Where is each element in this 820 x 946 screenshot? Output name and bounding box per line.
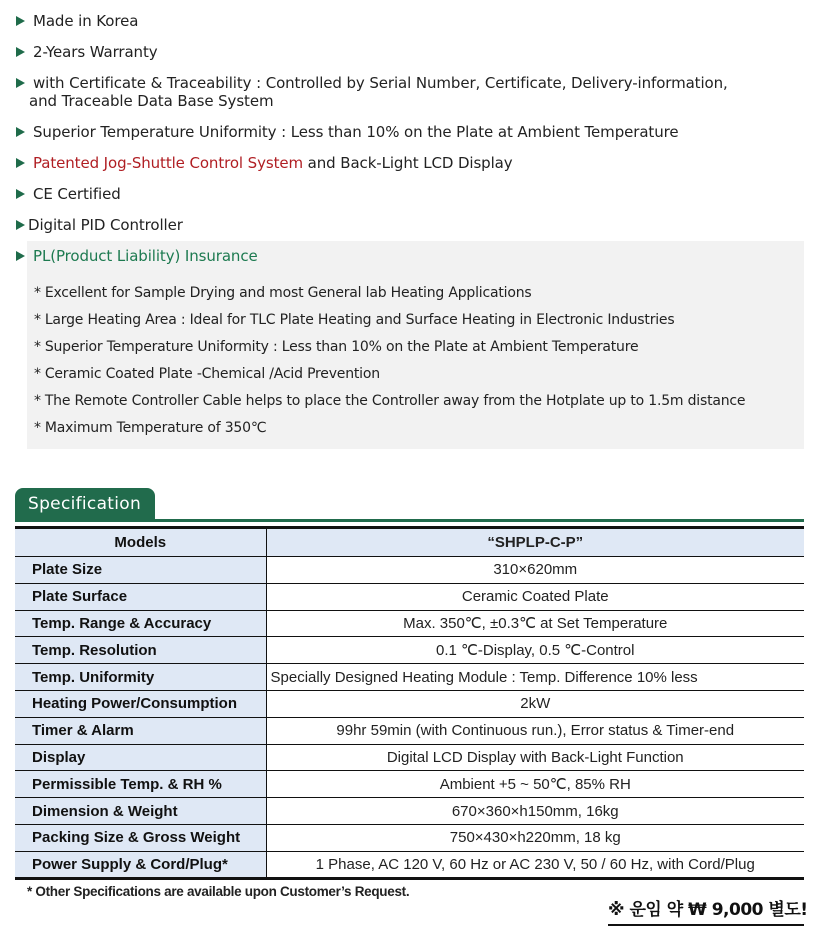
triangle-bullet-icon [16,16,25,26]
feature-item-pl-insurance [16,247,258,265]
triangle-bullet-icon [16,127,25,137]
feature-text: Superior Temperature Uniformity : Less than 10% on the Plate at Ambient Temperature [33,123,679,141]
feature-text: CE Certified [33,185,121,203]
feature-text: and Back-Light LCD Display [303,154,513,172]
spec-value: 1 Phase, AC 120 V, 60 Hz or AC 230 V, 50 / 60 Hz, with Cord/Plug [266,851,804,878]
asterisk-icon: * [34,366,41,382]
detail-item [34,366,380,382]
feature-item [16,12,138,30]
triangle-bullet-icon [16,78,25,88]
specification-table [15,526,804,880]
triangle-bullet-icon [16,220,25,230]
feature-text-continuation: and Traceable Data Base System [29,92,274,110]
detail-item [34,393,745,409]
spec-value: 2kW [266,690,804,717]
spec-label: Plate Surface [15,583,266,610]
table-row [15,664,804,691]
spec-label: Power Supply & Cord/Plug* [15,851,266,878]
detail-text: The Remote Controller Cable helps to place the Controller away from the Hotplate up to 1.5m distance [44,393,746,409]
feature-item [16,185,121,203]
table-row [15,690,804,717]
detail-text: Ceramic Coated Plate -Chemical /Acid Prevention [44,366,380,382]
asterisk-icon: * [34,420,41,436]
feature-text: PL(Product Liability) Insurance [33,247,258,265]
feature-text: 2-Years Warranty [33,43,158,61]
table-row [15,610,804,637]
spec-label: Timer & Alarm [15,717,266,744]
detail-text: Maximum Temperature of 350℃ [44,420,267,436]
spec-value: 0.1 ℃-Display, 0.5 ℃-Control [266,637,804,664]
feature-text: Digital PID Controller [28,216,183,234]
asterisk-icon: * [34,312,41,328]
shipping-fee-note: ※ 운임 약 ₩ 9,000 별도! [608,895,804,926]
detail-item [34,285,531,301]
table-row [15,851,804,878]
spec-label: Temp. Uniformity [15,664,266,691]
spec-label: Packing Size & Gross Weight [15,824,266,851]
feature-item [16,154,513,172]
feature-item [16,43,158,61]
feature-text: with Certificate & Traceability : Controlled by Serial Number, Certificate, Delivery-information, [33,74,728,92]
feature-item [16,123,678,141]
spec-label: Display [15,744,266,771]
detail-item [34,420,266,436]
triangle-bullet-icon [16,158,25,168]
feature-item [16,216,183,234]
asterisk-icon: * [34,339,41,355]
spec-value: Max. 350℃, ±0.3℃ at Set Temperature [266,610,804,637]
table-row [15,637,804,664]
specification-divider [15,519,804,522]
spec-value: Ambient +5 ~ 50℃, 85% RH [266,771,804,798]
table-row [15,771,804,798]
spec-value: Ceramic Coated Plate [266,583,804,610]
detail-text: Excellent for Sample Drying and most General lab Heating Applications [44,285,532,301]
spec-value: 750×430×h220mm, 18 kg [266,824,804,851]
spec-value: 670×360×h150mm, 16kg [266,798,804,825]
triangle-bullet-icon [16,251,25,261]
spec-value: Specially Designed Heating Module : Temp. Difference 10% less [266,664,804,691]
triangle-bullet-icon [16,47,25,57]
table-row [15,717,804,744]
detail-item [34,339,638,355]
spec-label: Temp. Resolution [15,637,266,664]
spec-value: 310×620mm [266,557,804,584]
table-header-row [15,528,804,557]
asterisk-icon: * [34,285,41,301]
table-row [15,744,804,771]
asterisk-icon: * [34,393,41,409]
spec-value: 99hr 59min (with Continuous run.), Error status & Timer-end [266,717,804,744]
triangle-bullet-icon [16,189,25,199]
spec-label: Temp. Range & Accuracy [15,610,266,637]
feature-text: Made in Korea [33,12,139,30]
spec-footnote: * Other Specifications are available upon Customer’s Request. [27,884,410,899]
detail-item [34,312,674,328]
patent-highlight: Patented Jog-Shuttle Control System [33,154,304,172]
spec-label: Dimension & Weight [15,798,266,825]
models-header: Models [15,528,266,557]
specification-tab: Specification [15,488,155,521]
table-row [15,583,804,610]
feature-item [16,74,728,110]
table-row [15,824,804,851]
model-name: “SHPLP-C-P” [266,528,804,557]
detail-text: Superior Temperature Uniformity : Less than 10% on the Plate at Ambient Temperature [44,339,639,355]
spec-value: Digital LCD Display with Back-Light Function [266,744,804,771]
table-row [15,557,804,584]
table-row [15,798,804,825]
detail-text: Large Heating Area : Ideal for TLC Plate Heating and Surface Heating in Electronic Industries [44,312,675,328]
spec-label: Permissible Temp. & RH % [15,771,266,798]
spec-label: Heating Power/Consumption [15,690,266,717]
spec-label: Plate Size [15,557,266,584]
